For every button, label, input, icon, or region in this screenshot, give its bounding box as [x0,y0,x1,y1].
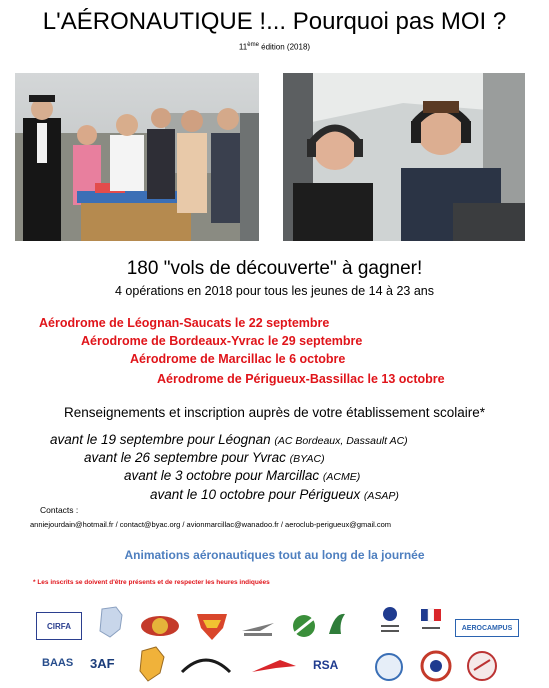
page-title: L'AÉRONAUTIQUE !... Pourquoi pas MOI ? [42,8,507,35]
wings-emblem-logo [140,612,180,640]
edition-label: 11ème édition (2018) [238,42,311,52]
event-yvrac: Aérodrome de Bordeaux-Yvrac le 29 septembre [81,334,363,348]
bird-logo [325,608,349,640]
shield-emblem-logo [195,610,229,642]
animations-line: Animations aéronautiques tout au long de la journée [124,548,425,562]
event-leognan: Aérodrome de Léognan-Saucats le 22 septembre [39,316,330,330]
aerocampus-logo: AEROCAMPUS [455,619,519,637]
deadline-perigueux: avant le 10 octobre pour Périgueux (ASAP) [150,487,399,502]
contacts-emails[interactable]: anniejourdain@hotmail.fr / contact@byac.org / avionmarcillac@wanadoo.fr / aeroclub-perigueux@gmail.com [30,520,392,529]
deadline-leognan: avant le 19 septembre pour Léognan (AC Bordeaux, Dassault AC) [50,432,408,447]
plane-swoosh-logo [250,652,298,678]
registration-info: Renseignements et inscription auprès de votre établissement scolaire* [64,405,485,420]
3af-logo: 3AF [90,656,115,671]
aero-club-arc-logo [178,648,234,678]
deadline-yvrac: avant le 26 septembre pour Yvrac (BYAC) [84,450,325,465]
ministry-education-logo [377,605,403,639]
contacts-label: Contacts : [40,505,79,515]
region-map-logo [96,605,126,639]
event-perigueux: Aérodrome de Périgueux-Bassillac le 13 octobre [157,372,445,386]
event-marcillac: Aérodrome de Marcillac le 6 octobre [130,352,346,366]
republique-logo [418,605,444,639]
footnote: * Les inscrits se doivent d'être présents et de respecter les heures indiquées [33,579,270,586]
cirfa-logo: CIRFA [36,612,82,640]
round-badge-logo [374,652,404,682]
baas-logo: BAAS [42,657,74,669]
byac-logo [288,612,320,642]
dassault-logo [240,615,276,639]
department-map-logo [136,645,166,683]
photo-students-group [15,73,259,241]
ring-badge-logo [420,650,452,682]
deadline-marcillac: avant le 3 octobre pour Marcillac (ACME) [124,468,361,483]
photo-cockpit [283,73,525,241]
rsa-logo: RSA [313,658,339,672]
emblem-badge-logo [466,650,498,682]
headline: 180 "vols de découverte" à gagner! [126,258,423,279]
subline: 4 opérations en 2018 pour tous les jeunes de 14 à 23 ans [115,284,434,298]
